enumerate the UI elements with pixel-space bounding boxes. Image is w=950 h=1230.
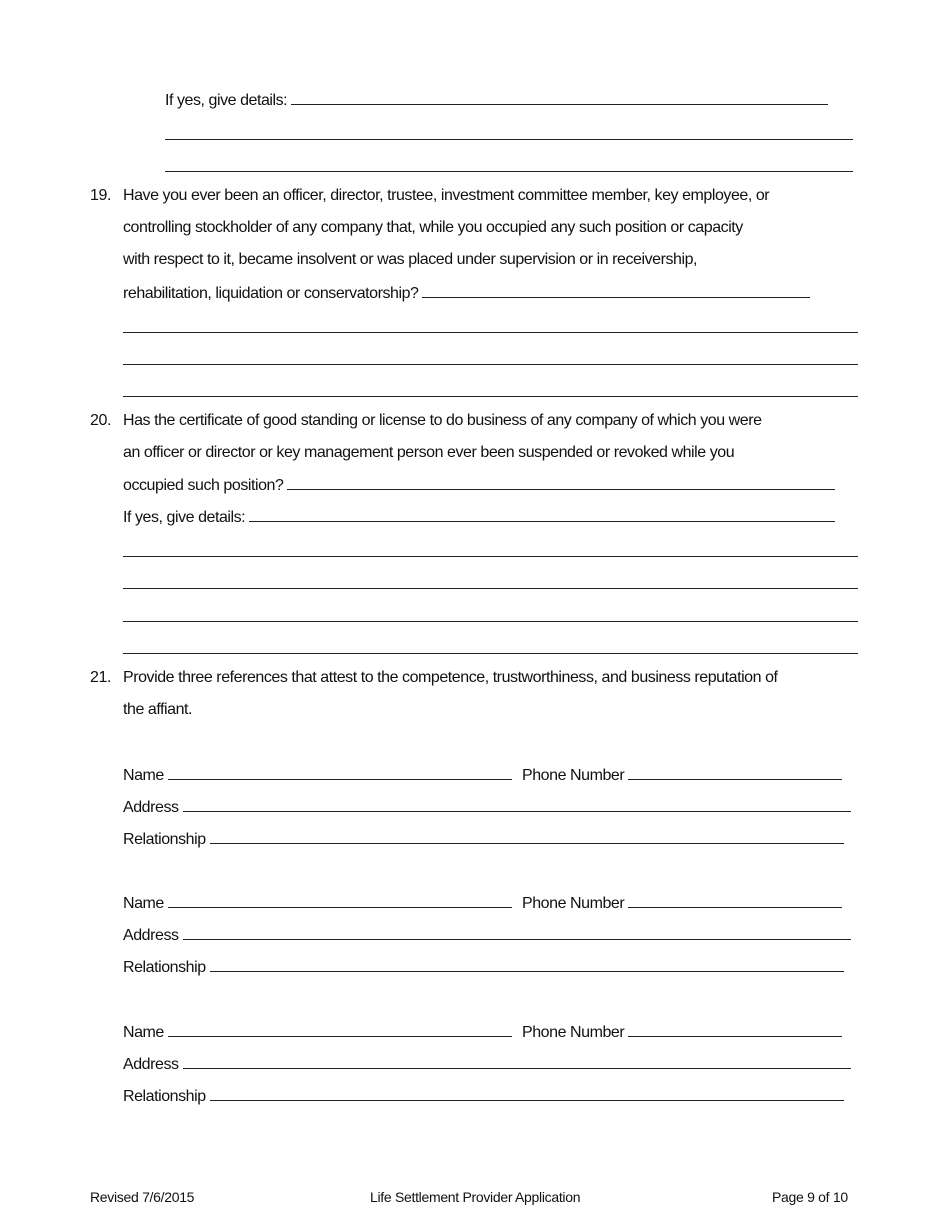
q19-text-line: Have you ever been an officer, director, trustee, investment committee member, key employee, or <box>123 187 770 204</box>
q19-text-line: with respect to it, became insolvent or was placed under supervision or in receivership, <box>123 251 698 268</box>
footer-page-number: Page 9 of 10 <box>772 1189 848 1205</box>
reference-2-phone-row <box>522 893 842 914</box>
relationship-label: Relationship <box>123 831 206 848</box>
reference-2-relationship-row <box>123 957 844 978</box>
address-label: Address <box>123 1056 179 1073</box>
q18-details-label: If yes, give details: <box>165 92 288 109</box>
q20-text-line: an officer or director or key management person ever been suspended or revoked while you <box>123 444 735 461</box>
reference-3-phone-field[interactable] <box>628 1022 842 1037</box>
phone-label: Phone Number <box>522 767 625 784</box>
q20-text-line: Has the certificate of good standing or license to do business of any company of which you were <box>123 412 762 429</box>
q20-details-field[interactable] <box>249 507 835 522</box>
reference-2-relationship-field[interactable] <box>210 957 844 972</box>
q20-details-line <box>123 507 835 528</box>
q19-answer-field[interactable] <box>422 283 810 298</box>
reference-3-address-field[interactable] <box>183 1054 851 1069</box>
reference-3-name-field[interactable] <box>168 1022 512 1037</box>
phone-label: Phone Number <box>522 1024 625 1041</box>
phone-label: Phone Number <box>522 895 625 912</box>
reference-2-address-field[interactable] <box>183 925 851 940</box>
reference-2-address-row <box>123 925 851 946</box>
q19-text-line: controlling stockholder of any company that, while you occupied any such position or capacity <box>123 219 743 236</box>
q20-blank-line[interactable] <box>123 556 858 557</box>
q20-blank-line[interactable] <box>123 588 858 589</box>
reference-1-name-row <box>123 765 512 786</box>
footer-document-title: Life Settlement Provider Application <box>370 1189 581 1205</box>
q20-text-line: occupied such position? <box>123 477 284 494</box>
address-label: Address <box>123 799 179 816</box>
q19-answer-line <box>123 283 810 304</box>
reference-3-phone-row <box>522 1022 842 1043</box>
reference-2-name-field[interactable] <box>168 893 512 908</box>
reference-1-address-field[interactable] <box>183 797 851 812</box>
relationship-label: Relationship <box>123 1088 206 1105</box>
q19-blank-line[interactable] <box>123 396 858 397</box>
q20-blank-line[interactable] <box>123 621 858 622</box>
q20-answer-field[interactable] <box>287 475 835 490</box>
q18-details-field[interactable] <box>291 90 828 105</box>
reference-1-relationship-row <box>123 829 844 850</box>
q18-blank-line[interactable] <box>165 171 853 172</box>
reference-2-phone-field[interactable] <box>628 893 842 908</box>
q20-answer-line <box>123 475 835 496</box>
q18-blank-line[interactable] <box>165 139 853 140</box>
q21-number: 21. <box>90 669 112 686</box>
footer-revised-date: Revised 7/6/2015 <box>90 1189 195 1205</box>
q21-text-line: the affiant. <box>123 701 193 718</box>
name-label: Name <box>123 767 164 784</box>
reference-1-phone-field[interactable] <box>628 765 842 780</box>
reference-1-address-row <box>123 797 851 818</box>
q19-blank-line[interactable] <box>123 332 858 333</box>
q20-number: 20. <box>90 412 112 429</box>
q21-text-line: Provide three references that attest to the competence, trustworthiness, and business reputation of <box>123 669 778 686</box>
reference-2-name-row <box>123 893 512 914</box>
q19-blank-line[interactable] <box>123 364 858 365</box>
address-label: Address <box>123 927 179 944</box>
reference-1-name-field[interactable] <box>168 765 512 780</box>
q19-text-line: rehabilitation, liquidation or conservatorship? <box>123 285 419 302</box>
q20-details-label: If yes, give details: <box>123 509 246 526</box>
reference-1-phone-row <box>522 765 842 786</box>
reference-3-relationship-field[interactable] <box>210 1086 844 1101</box>
relationship-label: Relationship <box>123 959 206 976</box>
name-label: Name <box>123 1024 164 1041</box>
q19-number: 19. <box>90 187 112 204</box>
reference-3-relationship-row <box>123 1086 844 1107</box>
reference-1-relationship-field[interactable] <box>210 829 844 844</box>
q20-blank-line[interactable] <box>123 653 858 654</box>
name-label: Name <box>123 895 164 912</box>
q18-details-line <box>165 90 828 111</box>
reference-3-name-row <box>123 1022 512 1043</box>
reference-3-address-row <box>123 1054 851 1075</box>
